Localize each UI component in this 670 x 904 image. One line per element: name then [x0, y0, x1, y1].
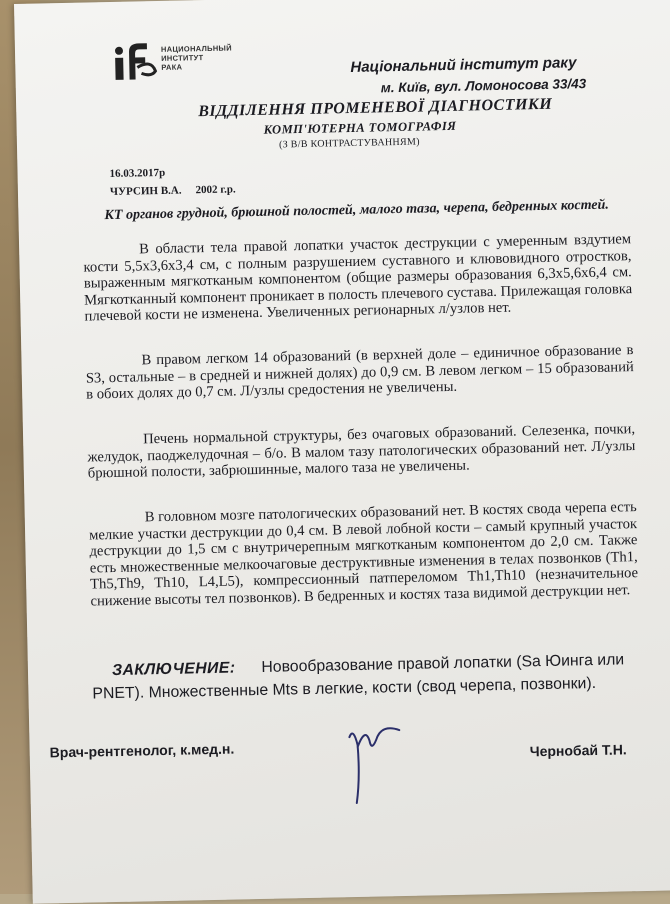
logo-text	[161, 43, 232, 71]
institute-name: Національний інститут раку	[350, 54, 577, 76]
contrast-note: (З В/В КОНТРАСТУВАННЯМ)	[278, 136, 420, 151]
document-page	[14, 0, 670, 904]
department-title: ВІДДІЛЕННЯ ПРОМЕНЕВОЇ ДІАГНОСТИКИ	[198, 95, 553, 121]
conclusion-label: ЗАКЛЮЧЕНИЕ:	[111, 659, 236, 680]
findings-paragraph: В области тела правой лопатки участок деструкции с умеренным вздутием кости 5,5х3,6х3,4 см, с полным разрушением суставного и клювовидного отростков, выраженным мягкотканым компонентом (общие размеры образования 6,3х5,6х6,4 см. Мягкотканный компонент проникает в полость плечевого сустава. Прилежащая головка плечевой кости не изменена. Увеличенных регионарных л/узлов нет.	[83, 231, 633, 325]
logo-text-line: ИНСТИТУТ	[161, 53, 204, 63]
handwritten-signature	[329, 716, 411, 808]
logo-text-line: НАЦИОНАЛЬНЫЙ	[160, 43, 232, 54]
findings-paragraph: В головном мозге патологических образований нет. В костях свода черепа есть мелкие участки деструкции до 0,4 см. В левой лобной кости – самый крупный участок деструкции до 1,5 см с внутричерепным мягкотканым компонентом до 2,0 см. Также есть множественные мелкоочаговые деструктивные изменения в телах позвонков (Th1, Th5,Th9, Th10, L4,L5), компрессионный патпереломом Th1,Th10 (незначительное снижение высоты тел позвонков). В бедренных и костях таза видимой деструкции нет.	[88, 499, 639, 610]
institute-address: м. Київ, вул. Ломоносова 33/43	[380, 76, 587, 96]
doctor-name: Чернобай Т.Н.	[529, 741, 627, 760]
institute-logo-icon	[107, 41, 160, 82]
findings-paragraph: Печень нормальной структуры, без очаговых образований. Селезенка, почки, желудок, паоджелудочная – б/о. В малом тазу патологических образований нет. Л/узлы брюшной полости, забрюшинные, малого таза не увеличены.	[87, 421, 636, 482]
modality-title: КОМП'ЮТЕРНА ТОМОГРАФІЯ	[263, 118, 457, 137]
patient-birth-year: 2002 г.р.	[195, 183, 236, 197]
patient-name: ЧУРСИН В.А.	[109, 184, 182, 199]
conclusion-text: Новообразование правой лопатки (Sa Юинга или PNET). Множественные Mts в легкие, кости (свод черепа, позвонки).	[92, 651, 625, 703]
exam-date: 16.03.2017р	[109, 166, 166, 181]
study-title: КТ органов грудной, брюшной полостей, малого таза, черепа, бедренных костей.	[104, 197, 609, 224]
patient-info	[110, 183, 236, 198]
findings-paragraph: В правом легком 14 образований (в верхней доле – единичное образование в S3, остальные – в средней и нижней долях) до 0,9 см. В левом легком – 15 образований в обоих долях до 0,7 см. Л/узлы средостения не увеличены.	[85, 342, 634, 403]
doctor-title: Врач-рентгенолог, к.мед.н.	[49, 740, 235, 761]
logo-text-line: РАКА	[161, 62, 183, 72]
conclusion	[92, 648, 653, 706]
